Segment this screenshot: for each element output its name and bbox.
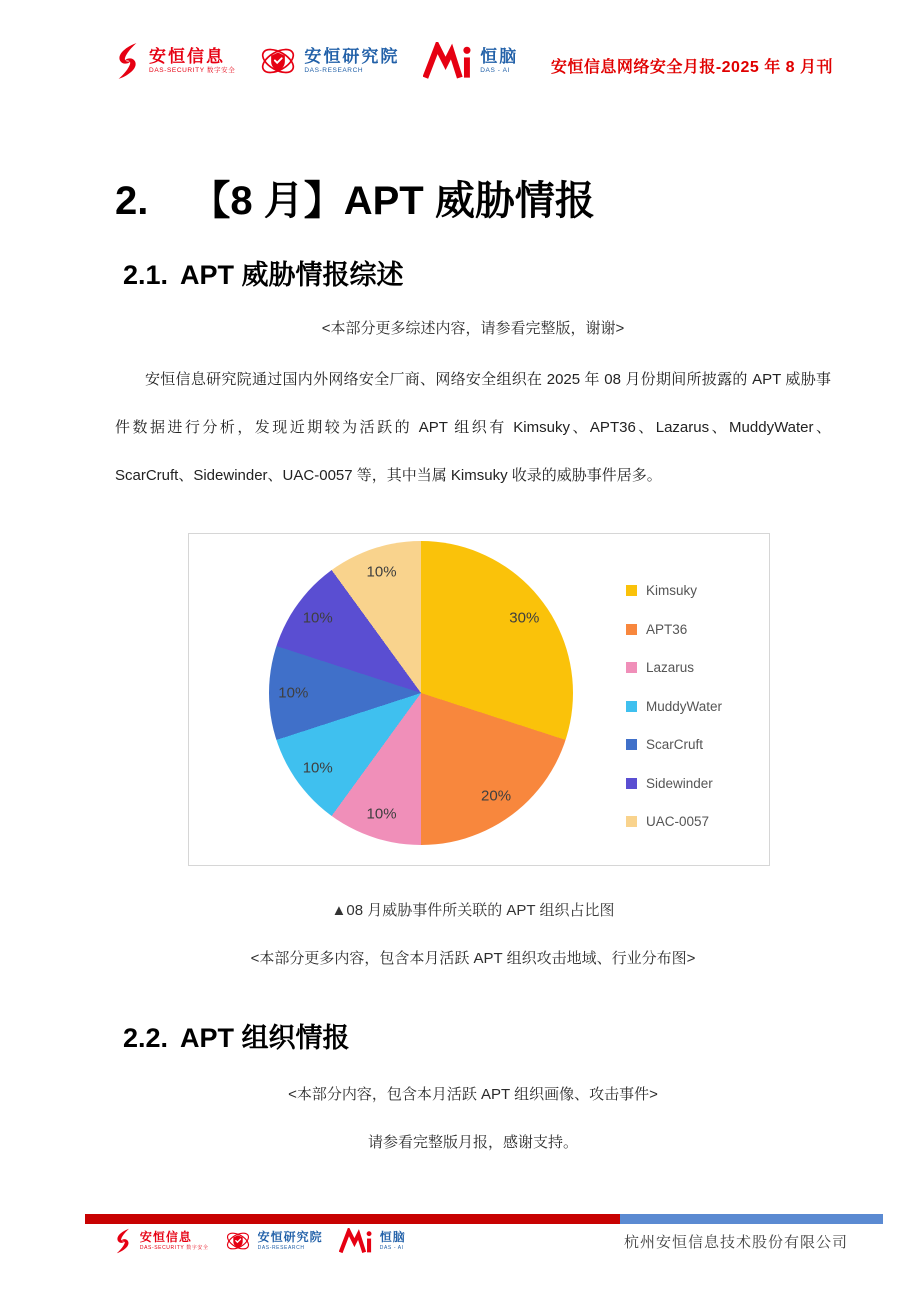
das-security-logo-footer	[113, 1228, 209, 1254]
pie-labels	[269, 541, 573, 845]
das-security-subtitle: DAS-SECURITY 数字安全	[139, 1244, 209, 1251]
footer-logo-row	[113, 1228, 406, 1254]
das-research-logo	[259, 42, 399, 80]
legend-item	[626, 811, 722, 832]
das-research-name: 安恒研究院	[257, 1230, 323, 1245]
footer-bar-red-segment	[85, 1214, 620, 1224]
legend-label: Sidewinder	[646, 775, 713, 791]
pie-slice-label: 30%	[509, 609, 540, 627]
section-2-1-more-note: <本部分更多内容，包含本月活跃 APT 组织攻击地域、行业分布图>	[250, 950, 696, 967]
section-2-2-heading	[123, 1016, 350, 1055]
footer-row	[113, 1228, 848, 1254]
das-security-subtitle: DAS-SECURITY 数字安全	[149, 66, 236, 74]
section-2-title: 【8 月】APT 威胁情报	[190, 178, 595, 223]
section-2-2-note: <本部分内容，包含本月活跃 APT 组织画像、攻击事件>	[288, 1086, 658, 1103]
das-security-swoosh-icon	[113, 42, 142, 80]
legend-swatch	[626, 701, 637, 712]
das-ai-mark-icon	[423, 42, 473, 80]
legend-label: Kimsuky	[646, 583, 698, 598]
report-edition-label: 安恒信息网络安全月报-2025 年 8 月刊	[550, 59, 833, 76]
das-research-name: 安恒研究院	[304, 46, 400, 66]
pie-slice-label: 10%	[366, 563, 397, 581]
legend-item	[626, 696, 722, 717]
apt-pie-chart	[188, 533, 770, 866]
legend-item	[626, 580, 722, 601]
das-research-subtitle: DAS-RESEARCH	[304, 66, 364, 74]
legend-swatch	[626, 662, 637, 673]
das-research-atom-icon	[259, 42, 297, 80]
das-security-logo-text	[140, 1231, 209, 1251]
das-ai-logo	[423, 42, 518, 80]
section-2-2-title: APT 组织情报	[180, 1023, 350, 1054]
das-security-name: 安恒信息	[149, 46, 226, 66]
legend-item	[626, 619, 722, 640]
pie-wrap	[269, 541, 573, 845]
das-research-logo-text	[258, 1231, 323, 1251]
das-ai-mark-icon	[339, 1228, 373, 1254]
das-ai-name: 恒脑	[480, 46, 519, 66]
das-security-logo-text	[149, 48, 235, 75]
pie-slice-label: 10%	[278, 684, 309, 702]
das-ai-logo-text	[480, 48, 518, 75]
section-2-1-note: <本部分更多综述内容，请参看完整版，谢谢>	[321, 320, 625, 337]
das-security-name: 安恒信息	[139, 1230, 192, 1245]
legend-item	[626, 657, 722, 678]
section-2-heading	[115, 169, 595, 226]
section-2-1-title: APT 威胁情报综述	[180, 260, 404, 291]
section-2-2-number: 2.2.	[123, 1023, 169, 1054]
legend-label: APT36	[646, 621, 688, 637]
das-ai-logo-text	[380, 1231, 406, 1251]
das-ai-name: 恒脑	[379, 1230, 406, 1245]
footer-accent-bar	[85, 1214, 883, 1224]
legend-label: UAC-0057	[646, 814, 710, 829]
company-name: 杭州安恒信息技术股份有限公司	[623, 1233, 848, 1251]
das-ai-subtitle: DAS - AI	[480, 66, 510, 74]
pie-slice-label: 10%	[302, 609, 333, 627]
header-logo-row	[113, 42, 518, 80]
das-security-swoosh-icon	[113, 1228, 133, 1254]
pie-slice-label: 10%	[366, 805, 397, 823]
legend-label: Lazarus	[646, 660, 695, 675]
legend-item	[626, 734, 722, 755]
legend-item	[626, 773, 722, 794]
section-2-number: 2.	[115, 178, 149, 223]
chart-legend	[626, 580, 722, 832]
pie-slice-label: 10%	[302, 759, 333, 777]
legend-swatch	[626, 778, 637, 789]
legend-swatch	[626, 816, 637, 827]
das-security-logo	[113, 42, 235, 80]
pie-slice-label: 20%	[481, 787, 512, 805]
das-research-logo-footer	[225, 1228, 323, 1254]
das-research-subtitle: DAS-RESEARCH	[257, 1244, 305, 1251]
section-2-1-heading	[123, 253, 404, 292]
das-ai-subtitle: DAS - AI	[379, 1244, 404, 1251]
legend-swatch	[626, 739, 637, 750]
section-2-1-number: 2.1.	[123, 260, 169, 291]
das-ai-logo-footer	[339, 1228, 406, 1254]
legend-swatch	[626, 624, 637, 635]
footer-bar-blue-segment	[620, 1214, 883, 1224]
legend-label: ScarCruft	[646, 737, 704, 752]
section-2-1-paragraph: 安恒信息研究院通过国内外网络安全厂商、网络安全组织在 2025 年 08 月份期间所披露的 APT 威胁事件数据进行分析，发现近期较为活跃的 APT 组织有 Kimsuky、APT36、Lazarus、MuddyWater、ScarCruft、Sidewinder、UAC-0057 等，其中当属 Kimsuky 收录的威胁事件居多。	[115, 371, 831, 484]
das-research-logo-text	[304, 48, 399, 75]
legend-label: MuddyWater	[646, 698, 723, 714]
das-research-atom-icon	[225, 1228, 251, 1254]
chart-caption: ▲08 月威胁事件所关联的 APT 组织占比图	[331, 902, 615, 919]
legend-swatch	[626, 585, 637, 596]
section-2-2-thanks: 请参看完整版月报，感谢支持。	[367, 1134, 578, 1151]
